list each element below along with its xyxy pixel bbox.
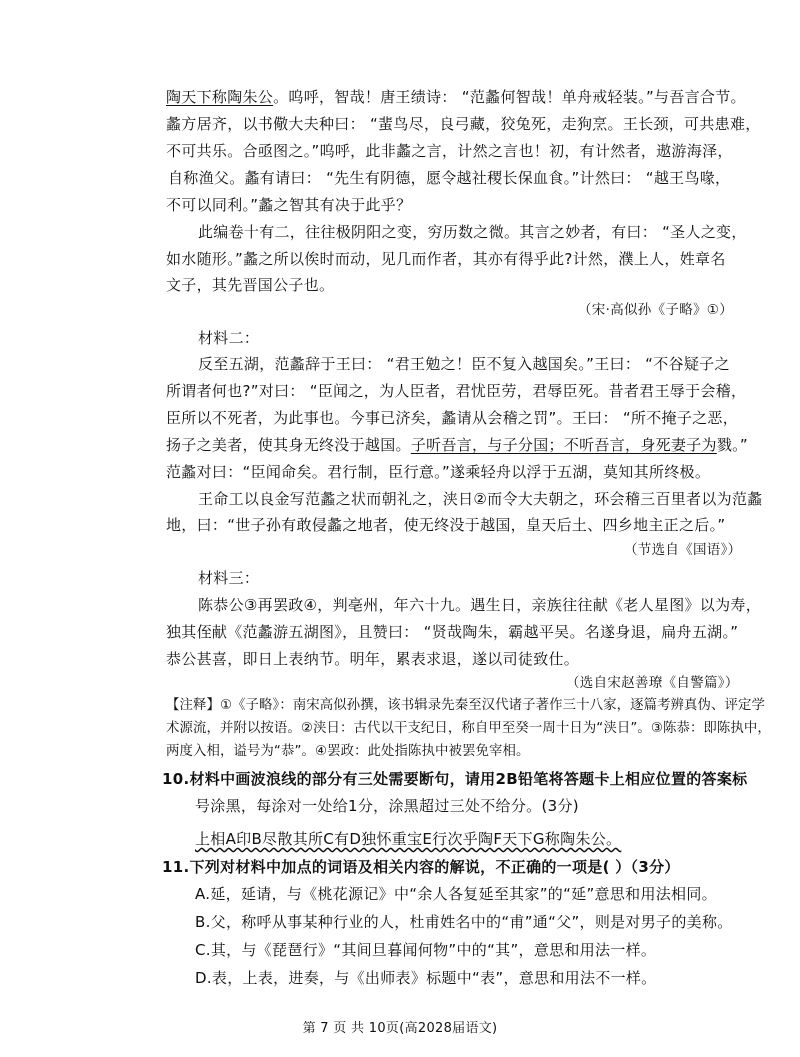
source-citation: （选自宋赵善璙《自警篇》） [566, 675, 739, 691]
text-line: 如水随形。”蠡之所以俟时而动，见几而作者，其亦有得乎此?计然，濮上人，姓章名 [166, 250, 726, 268]
text-line: 王命工以良金写范蠡之状而朝礼之，浃日②而令大夫朝之，环会稽三百里者以为范蠡 [198, 490, 763, 508]
text-line: 陈恭公③再罢政④，判亳州，年六十九。遇生日，亲族往往献《老人星图》以为寿， [198, 596, 761, 614]
text-line: 蠡方居齐，以书儆大夫种曰： “蜚鸟尽，良弓藏，狡兔死，走狗烹。王长颈，可共患难， [166, 115, 761, 133]
question-10: 10.材料中画波浪线的部分有三处需要断句，请用2B铅笔将答题卡上相应位置的答案标 [162, 770, 748, 788]
option-a: A.延，延请，与《桃花源记》中“余人各复延至其家”的“延”意思和用法相同。 [195, 885, 717, 903]
text-line: 陶天下称陶朱公。呜呼，智哉！唐王绩诗： “范蠡何智哉！单舟戒轻装。”与吾言合节。 [166, 88, 746, 106]
section-heading: 材料三： [198, 569, 260, 587]
section-heading: 材料二： [198, 329, 260, 347]
text-line: 所谓者何也?”对曰： “臣闻之，为人臣者，君忧臣劳，君辱臣死。昔者君王辱于会稽， [166, 382, 747, 400]
text-line: 自称渔父。蠡有请曰： “先生有阴德，愿令越社稷长保血食。”计然曰： “越王鸟喙， [168, 169, 731, 187]
option-b: B.父，称呼从事某种行业的人，杜甫姓名中的“甫”通“父”，则是对男子的美称。 [195, 913, 733, 931]
annotation-line: 【注释】①《子略》：南宋高似孙撰，该书辑录先秦至汉代诸子著作三十八家，逐篇考辨真伪、评定学 [166, 698, 765, 713]
text-line: 恭公甚喜，即日上表纳节。明年，累表求退，遂以司徒致仕。 [166, 650, 580, 668]
page-footer: 第 7 页 共 10页(高2028届语文) [302, 1021, 498, 1036]
text-line: 扬子之美者，使其身无终没于越国。子听吾言，与子分国；不听吾言，身死妻子为戮。” [166, 436, 748, 454]
option-d: D.表，上表，进奏，与《出师表》标题中“表”，意思和用法不一样。 [195, 969, 657, 987]
text-rest: 扬子之美者，使其身无终没于越国。 [166, 436, 411, 454]
text-line: 反至五湖，范蠡辞于王曰： “君王勉之！臣不复入越国矣。”王曰： “不谷疑子之 [198, 355, 730, 373]
text-rest: 。呜呼，智哉！唐王绩诗： “范蠡何智哉！单舟戒轻装。”与吾言合节。 [273, 88, 746, 106]
annotation-line: 两度入相，谥号为“恭”。④罢政：此处指陈执中被罢免宰相。 [166, 744, 530, 759]
text-rest: 戮。” [716, 436, 748, 454]
question-10-passage: 上相A印B尽散其所C有D独怀重宝E行次乎陶F天下G称陶朱公。 [195, 830, 622, 848]
text-line: 文子，其先晋国公子也。 [166, 276, 335, 294]
text-line: 不可以同利。”蠡之智其有决于此乎？ [166, 196, 412, 214]
source-citation: （宋·高似孙《子略》①） [578, 302, 733, 318]
text-line: 独其侄献《范蠡游五湖图》，且赞曰： “贤哉陶朱，霸越平吴。名遂身退，扁舟五湖。” [166, 623, 739, 641]
annotation-line: 术源流，并附以按语。②浃日：古代以干支纪日，称自甲至癸一周十日为“浃日”。③陈恭：即陈执中， [166, 721, 771, 736]
question-10-instruction: 号涂黑，每涂对一处给1分，涂黑超过三处不给分。(3分) [195, 797, 579, 815]
option-c: C.其，与《琵琶行》“其间旦暮闻何物”中的“其”，意思和用法一样。 [195, 941, 657, 959]
text-line: 地，曰：“世子孙有敢侵蠡之地者，使无终没于越国，皇天后土、四乡地主正之后。” [166, 516, 726, 534]
text-line: 不可共乐。合亟图之。”呜呼，此非蠡之言，计然之言也！初，有计然者，遨游海泽， [166, 142, 733, 160]
source-citation: （节选自《国语》） [624, 542, 742, 558]
text-line: 此编卷十有二，往往极阴阳之变，穷历数之微。其言之妙者，有曰： “圣人之变， [198, 223, 747, 241]
text-line: 臣所以不死者，为此事也。今事已济矣，蠡请从会稽之罚”。王曰： “所不掩子之恶， [166, 409, 739, 427]
question-11: 11.下列对材料中加点的词语及相关内容的解说，不正确的一项是( ）（3分） [162, 858, 680, 876]
text-line: 范蠡对曰：“臣闻命矣。君行制，臣行意。”遂乘轻舟以浮于五湖，莫知其所终极。 [166, 463, 711, 481]
